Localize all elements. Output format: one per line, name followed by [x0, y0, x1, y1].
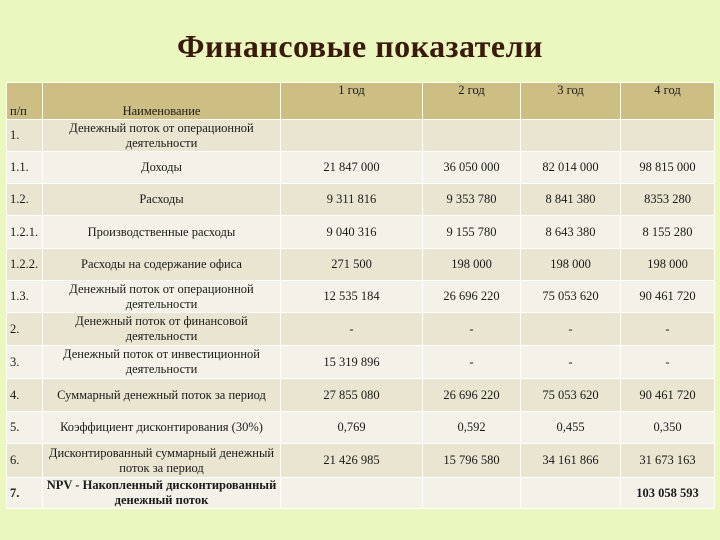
row-value-year-4: 8 155 280 [621, 216, 715, 249]
row-value-year-4: 31 673 163 [621, 444, 715, 478]
row-value-year-4: 90 461 720 [621, 281, 715, 313]
row-value-year-2: - [423, 313, 521, 346]
row-name: Денежный поток от операционной деятельности [43, 281, 281, 313]
table-row [7, 249, 715, 281]
table-row [7, 216, 715, 249]
row-value-year-4: 90 461 720 [621, 379, 715, 412]
row-value-year-1: 21 426 985 [281, 444, 423, 478]
row-value-year-3: - [521, 346, 621, 379]
header-year-1: 1 год [281, 83, 423, 120]
row-number: 2. [7, 313, 43, 346]
row-value-year-3: 0,455 [521, 412, 621, 444]
row-number: 7. [7, 478, 43, 509]
row-number: 1. [7, 120, 43, 152]
row-name: Денежный поток от финансовой деятельности [43, 313, 281, 346]
row-number: 4. [7, 379, 43, 412]
row-value-year-2 [423, 478, 521, 509]
table-row [7, 478, 715, 509]
row-name: Коэффициент дисконтирования (30%) [43, 412, 281, 444]
row-value-year-3 [521, 478, 621, 509]
row-value-year-3: 8 643 380 [521, 216, 621, 249]
row-value-year-4: 198 000 [621, 249, 715, 281]
row-value-year-3: 198 000 [521, 249, 621, 281]
row-value-year-2: 9 155 780 [423, 216, 521, 249]
header-name: Наименование [43, 83, 281, 120]
row-value-year-2: 15 796 580 [423, 444, 521, 478]
row-name: Денежный поток от операционной деятельности [43, 120, 281, 152]
row-value-year-3: 82 014 000 [521, 152, 621, 184]
row-value-year-3 [521, 120, 621, 152]
table-row [7, 184, 715, 216]
row-value-year-1: 12 535 184 [281, 281, 423, 313]
row-value-year-1: 9 311 816 [281, 184, 423, 216]
financial-table [6, 82, 715, 509]
row-value-year-1: 0,769 [281, 412, 423, 444]
row-name: Расходы [43, 184, 281, 216]
row-value-year-2: 36 050 000 [423, 152, 521, 184]
row-value-year-4: - [621, 313, 715, 346]
row-value-year-1: 21 847 000 [281, 152, 423, 184]
row-number: 1.2.2. [7, 249, 43, 281]
row-value-year-3: 75 053 620 [521, 281, 621, 313]
header-year-4: 4 год [621, 83, 715, 120]
row-name: Денежный поток от инвестиционной деятельности [43, 346, 281, 379]
row-value-year-1 [281, 478, 423, 509]
row-number: 6. [7, 444, 43, 478]
table-row [7, 120, 715, 152]
row-value-year-1: 15 319 896 [281, 346, 423, 379]
row-number: 1.2. [7, 184, 43, 216]
row-value-year-2: 9 353 780 [423, 184, 521, 216]
header-year-2: 2 год [423, 83, 521, 120]
row-value-year-2: 198 000 [423, 249, 521, 281]
header-year-3: 3 год [521, 83, 621, 120]
row-value-year-1: - [281, 313, 423, 346]
row-value-year-4: 98 815 000 [621, 152, 715, 184]
row-number: 1.3. [7, 281, 43, 313]
row-value-year-2: 26 696 220 [423, 379, 521, 412]
table-header-row [7, 83, 715, 120]
row-number: 1.2.1. [7, 216, 43, 249]
row-value-year-3: 34 161 866 [521, 444, 621, 478]
row-value-year-4: - [621, 346, 715, 379]
row-value-year-1: 9 040 316 [281, 216, 423, 249]
row-number: 5. [7, 412, 43, 444]
row-name: Дисконтированный суммарный денежный поток за период [43, 444, 281, 478]
table-row [7, 379, 715, 412]
row-number: 1.1. [7, 152, 43, 184]
row-number: 3. [7, 346, 43, 379]
row-value-year-2: - [423, 346, 521, 379]
row-value-year-1: 27 855 080 [281, 379, 423, 412]
row-name: Доходы [43, 152, 281, 184]
row-value-year-1: 271 500 [281, 249, 423, 281]
row-name: Расходы на содержание офиса [43, 249, 281, 281]
row-value-year-2: 0,592 [423, 412, 521, 444]
row-value-year-1 [281, 120, 423, 152]
page-title: Финансовые показатели [177, 28, 543, 64]
row-name: Производственные расходы [43, 216, 281, 249]
table-row [7, 444, 715, 478]
header-num: п/п [7, 83, 43, 120]
row-value-year-2 [423, 120, 521, 152]
row-value-year-3: 8 841 380 [521, 184, 621, 216]
table-row [7, 281, 715, 313]
row-name: NPV - Накопленный дисконтированный денежный поток [43, 478, 281, 509]
table-row [7, 313, 715, 346]
row-value-year-3: 75 053 620 [521, 379, 621, 412]
row-value-year-2: 26 696 220 [423, 281, 521, 313]
table-row [7, 412, 715, 444]
row-value-year-3: - [521, 313, 621, 346]
table-row [7, 152, 715, 184]
row-value-year-4: 0,350 [621, 412, 715, 444]
row-value-year-4 [621, 120, 715, 152]
table-row [7, 346, 715, 379]
row-value-year-4: 103 058 593 [621, 478, 715, 509]
row-value-year-4: 8353 280 [621, 184, 715, 216]
row-name: Суммарный денежный поток за период [43, 379, 281, 412]
